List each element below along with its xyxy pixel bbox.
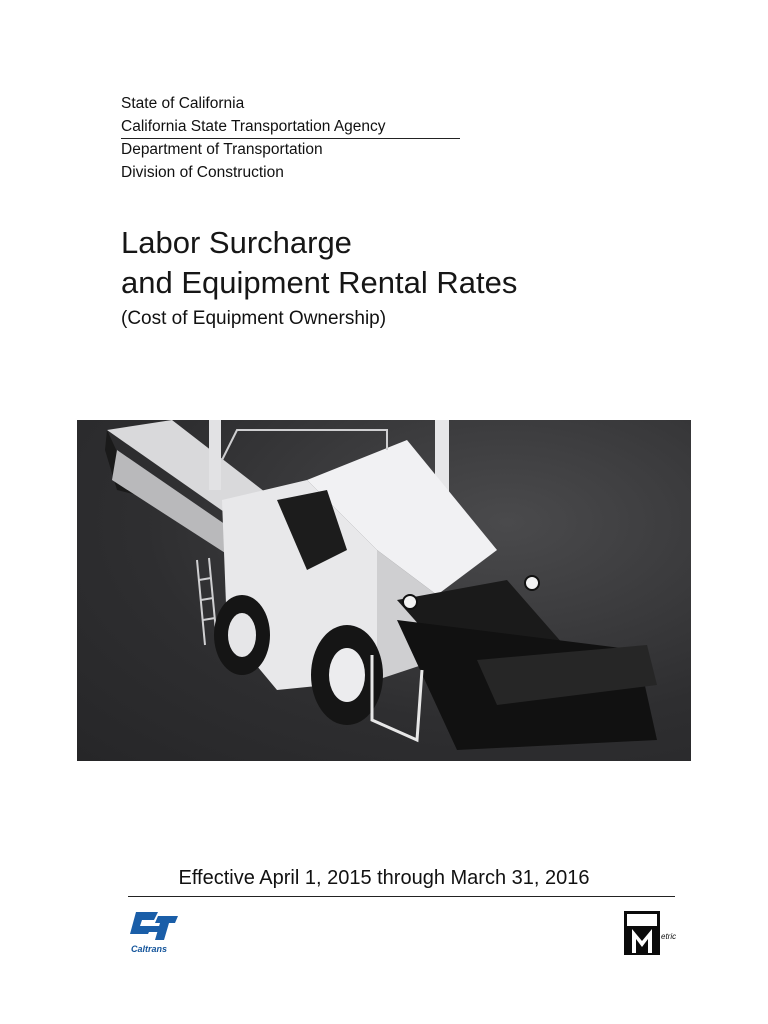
department-block (121, 138, 323, 184)
paving-machine-photo (77, 420, 691, 761)
metric-logo-icon (624, 911, 676, 955)
title-block (121, 223, 517, 333)
metric-text: etric (661, 932, 676, 941)
document-subtitle: (Cost of Equipment Ownership) (121, 308, 387, 329)
footer-divider (128, 896, 675, 897)
document-title-line-2: and Equipment Rental Rates (121, 265, 518, 300)
caltrans-wordmark: Caltrans (131, 944, 168, 954)
division-name: Division of Construction (121, 164, 284, 181)
effective-dates: Effective April 1, 2015 through March 31, 2016 (178, 867, 590, 889)
document-title-line-1: Labor Surcharge (121, 225, 352, 260)
state-name: State of California (121, 95, 245, 112)
header-block (121, 92, 386, 138)
agency-name: California State Transportation Agency (121, 118, 386, 135)
department-name: Department of Transportation (121, 141, 323, 158)
